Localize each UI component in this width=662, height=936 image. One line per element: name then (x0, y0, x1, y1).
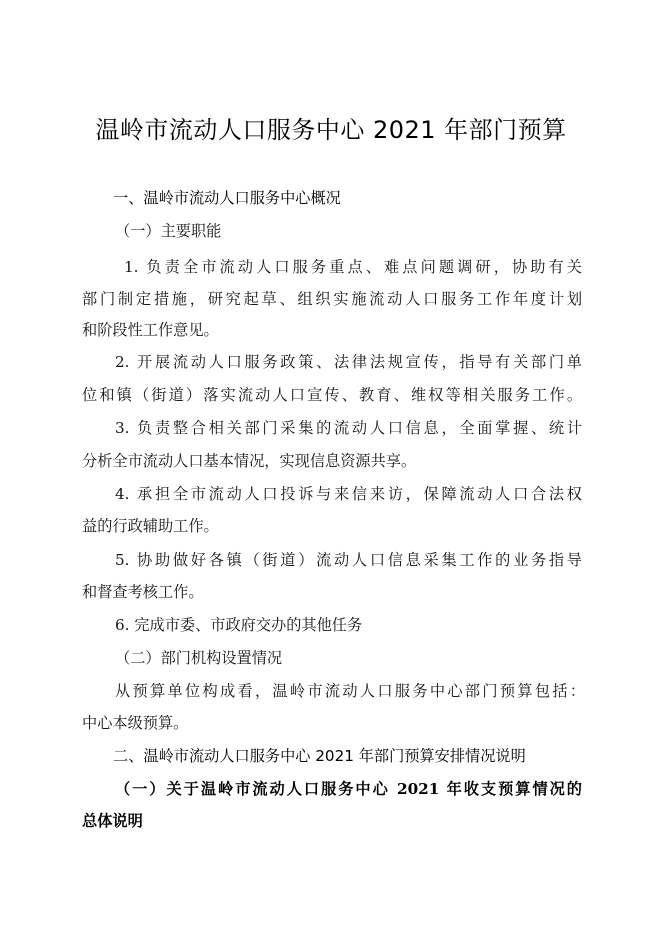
subsection-heading-organization: （二）部门机构设置情况 (115, 649, 283, 667)
duty-4-line-2: 益的行政辅助工作。 (82, 517, 219, 535)
organization-line-2: 中心本级预算。 (82, 714, 189, 732)
duty-2-line-2: 位和镇（街道）落实流动人口宣传、教育、维权等相关服务工作。 (82, 386, 582, 404)
duty-1-line-3: 和阶段性工作意见。 (82, 321, 219, 339)
duty-1-line-2: 部门制定措施，研究起草、组织实施流动人口服务工作年度计划 (82, 290, 582, 308)
subsection-heading-summary-line-1: （一）关于温岭市流动人口服务中心 2021 年收支预算情况的 (115, 780, 582, 798)
section-heading-overview: 一、温岭市流动人口服务中心概况 (113, 189, 341, 207)
document-title: 温岭市流动人口服务中心 2021 年部门预算 (95, 116, 567, 144)
organization-line-1: 从预算单位构成看，温岭市流动人口服务中心部门预算包括： (115, 682, 585, 700)
duty-5-line-2: 和督查考核工作。 (82, 583, 204, 601)
duty-1-line-1: 1. 负责全市流动人口服务重点、难点问题调研，协助有关 (124, 258, 582, 276)
subsection-heading-summary-line-2: 总体说明 (82, 812, 143, 830)
duty-4-line-1: 4. 承担全市流动人口投诉与来信来访，保障流动人口合法权 (115, 485, 582, 503)
duty-3-line-2: 分析全市流动人口基本情况，实现信息资源共享。 (82, 452, 417, 470)
subsection-heading-main-duties: （一）主要职能 (115, 222, 222, 240)
duty-3-line-1: 3. 负责整合相关部门采集的流动人口信息，全面掌握、统计 (115, 419, 582, 437)
section-heading-budget: 二、温岭市流动人口服务中心 2021 年部门预算安排情况说明 (113, 747, 526, 765)
duty-2-line-1: 2. 开展流动人口服务政策、法律法规宣传，指导有关部门单 (115, 353, 582, 371)
duty-5-line-1: 5. 协助做好各镇（街道）流动人口信息采集工作的业务指导 (115, 551, 582, 569)
duty-6-line-1: 6. 完成市委、市政府交办的其他任务 (115, 616, 363, 634)
